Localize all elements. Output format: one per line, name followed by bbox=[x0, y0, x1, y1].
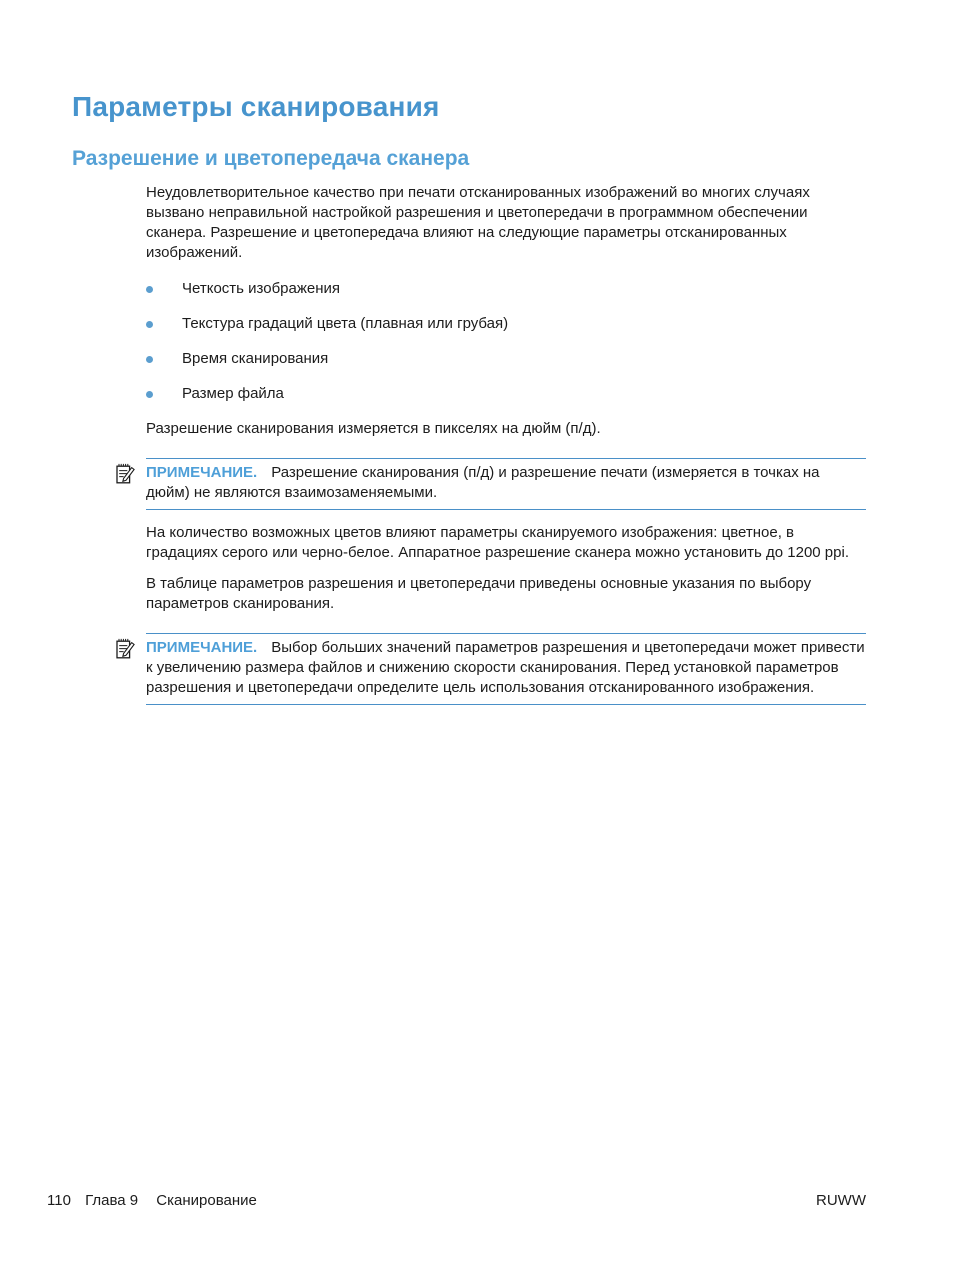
note-box-1 bbox=[116, 458, 866, 510]
note-text: Разрешение сканирования (п/д) и разрешение печати (измеряется в точках на дюйм) не являются взаимозаменяемыми. bbox=[146, 464, 820, 501]
chapter-title: Сканирование bbox=[156, 1192, 257, 1209]
footer-right-label: RUWW bbox=[816, 1192, 866, 1209]
bullet-icon bbox=[146, 321, 153, 328]
note-body bbox=[146, 633, 866, 705]
note-label: ПРИМЕЧАНИЕ. bbox=[146, 639, 258, 656]
list-item bbox=[146, 279, 866, 299]
page-number: 110 bbox=[47, 1192, 71, 1209]
list-item bbox=[146, 314, 866, 334]
note-text: Выбор больших значений параметров разрешения и цветопередачи может привести к увеличению размера файлов и снижению скорости сканирования. Перед установкой параметров разрешения и цветопередачи определите цель использования отсканированного изображения. bbox=[146, 639, 865, 696]
note-label: ПРИМЕЧАНИЕ. bbox=[146, 464, 258, 481]
list-item-label: Размер файла bbox=[182, 385, 284, 402]
page-footer bbox=[47, 1191, 866, 1211]
bullet-icon bbox=[146, 356, 153, 363]
note-box-2 bbox=[116, 633, 866, 705]
list-item-label: Текстура градаций цвета (плавная или грубая) bbox=[182, 315, 509, 332]
bullet-icon bbox=[146, 286, 153, 293]
footer-left bbox=[47, 1191, 257, 1211]
body-column bbox=[146, 183, 866, 705]
scan-parameters-list bbox=[146, 279, 866, 404]
section-heading: Разрешение и цветопередача сканера bbox=[72, 147, 470, 170]
note-body bbox=[146, 458, 866, 510]
list-item bbox=[146, 384, 866, 404]
list-item-label: Четкость изображения bbox=[182, 280, 341, 297]
list-item bbox=[146, 349, 866, 369]
note-icon bbox=[116, 458, 146, 510]
intro-paragraph: Неудовлетворительное качество при печати отсканированных изображений во многих случаях вызвано неправильной настройкой разрешения и цветопередачи в программном обеспечении сканера. Разрешение и цветопередача влияют на следующие параметры отсканированных изображений. bbox=[146, 184, 810, 261]
page-title: Параметры сканирования bbox=[72, 91, 440, 122]
resolution-paragraph: Разрешение сканирования измеряется в пикселях на дюйм (п/д). bbox=[146, 420, 601, 437]
chapter-label: Глава 9 bbox=[85, 1192, 139, 1209]
note-icon bbox=[116, 633, 146, 705]
list-item-label: Время сканирования bbox=[182, 350, 329, 367]
table-reference-paragraph: В таблице параметров разрешения и цветопередачи приведены основные указания по выбору параметров сканирования. bbox=[146, 575, 812, 612]
bullet-icon bbox=[146, 391, 153, 398]
color-depth-paragraph: На количество возможных цветов влияют параметры сканируемого изображения: цветное, в градациях серого или черно-белое. Аппаратное разрешение сканера можно установить до 1200 ppi. bbox=[146, 524, 849, 561]
